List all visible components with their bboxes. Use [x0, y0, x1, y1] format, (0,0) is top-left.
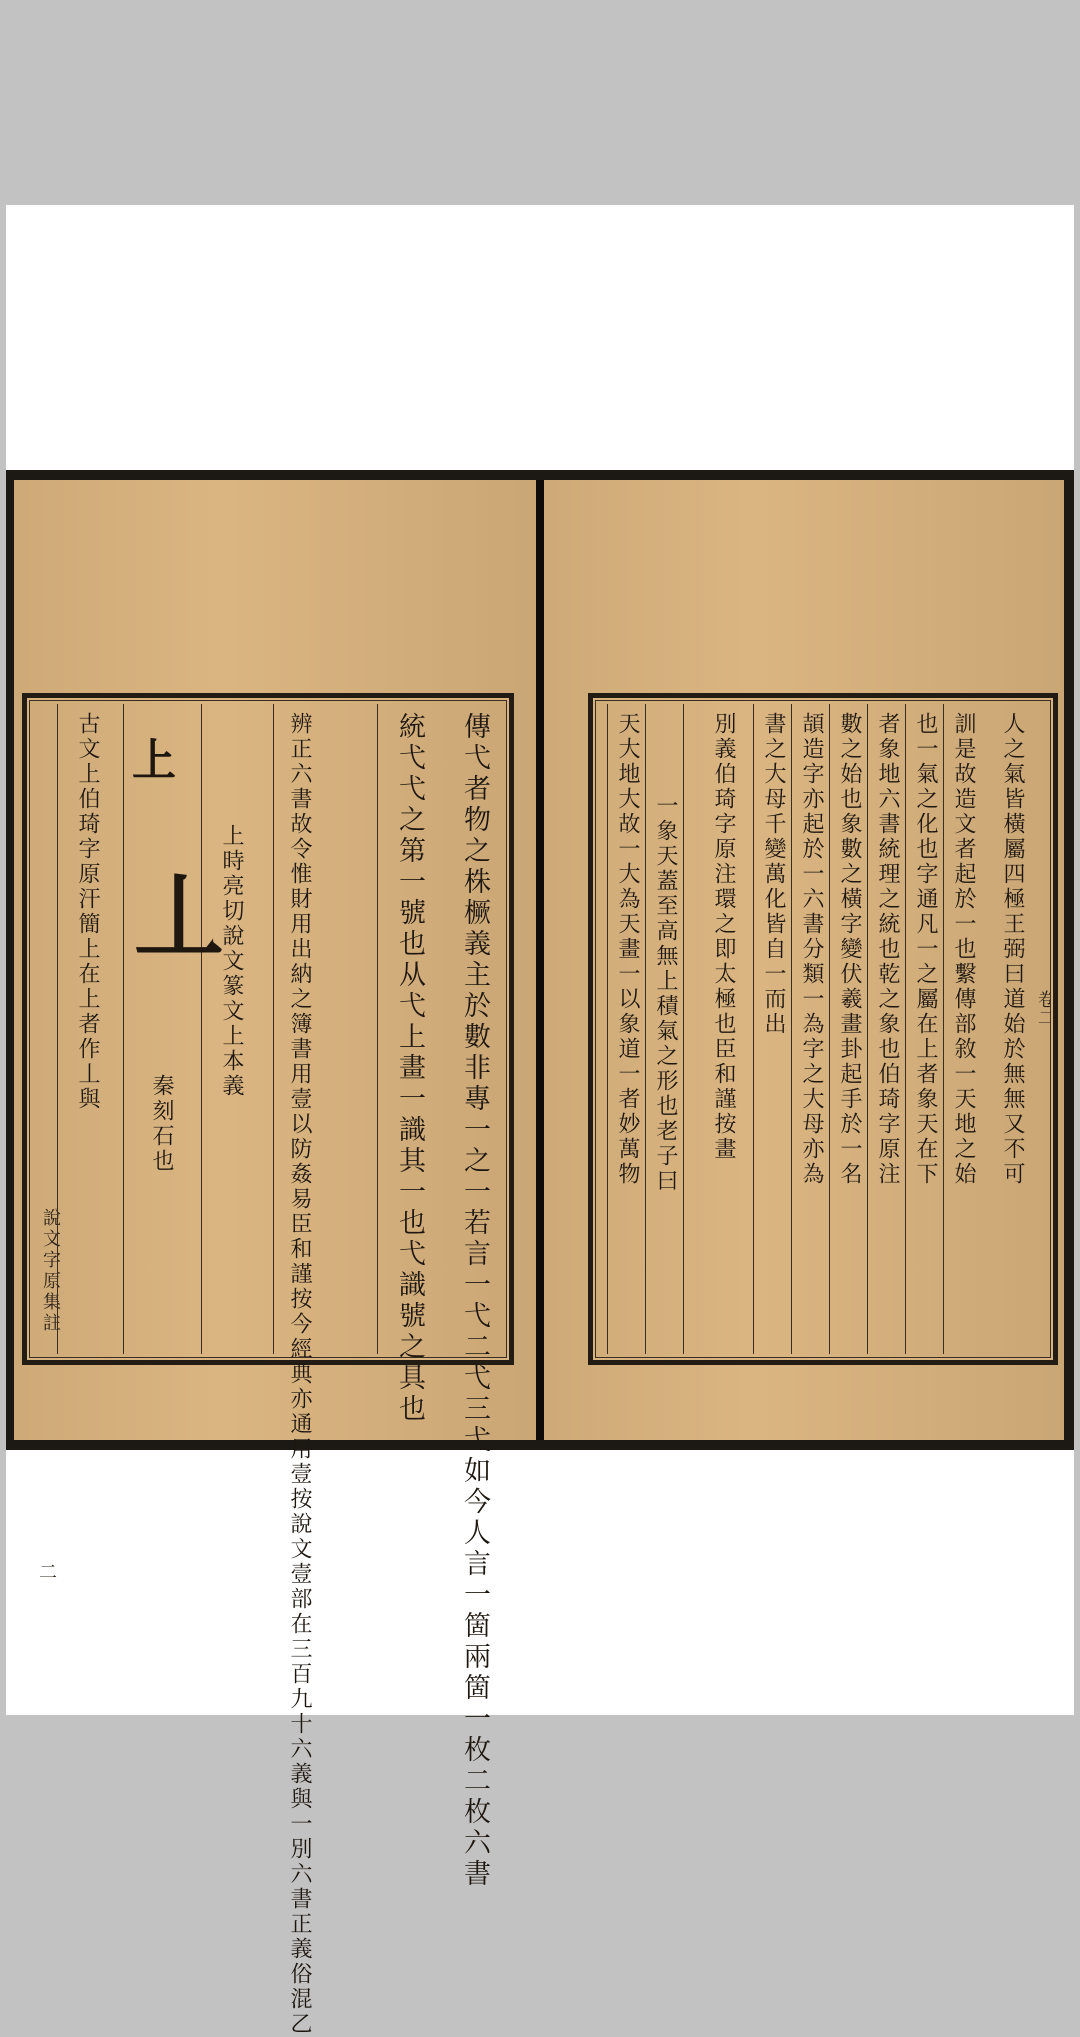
right-col-1-text: 人之氣皆橫屬四極王弼曰道始於無無又不可 — [1000, 712, 1025, 1187]
right-col-5-text: 數之始也象數之橫字變伏羲畫卦起手於一名 — [837, 712, 862, 1187]
glyph-shang-large: 上 — [132, 735, 176, 786]
left-col-6 — [57, 704, 123, 1354]
left-col-2 — [377, 704, 447, 1425]
right-col-4-text: 者象地六書統理之統也乾之象也伯琦字原注 — [875, 712, 900, 1187]
right-col-2-text: 訓是故造文者起於一也繫傳部敘一天地之始 — [951, 712, 976, 1187]
left-col-3-text: 辨正六書故令惟財用出納之簿書用壹以防姦易臣和謹按今經典亦通用壹按說文壹部在三百九十六義與一別六書正義俗混乙 — [287, 712, 312, 2037]
right-col-4 — [867, 704, 905, 1354]
right-col-1 — [981, 704, 1053, 1354]
right-col-2 — [943, 704, 981, 1354]
left-col-2-text: 統弋弋之第一號也从弋上畫一識其一也弋識號之具也 — [394, 712, 425, 1425]
left-text-frame — [22, 693, 514, 2037]
right-col-9-text: 一象天蓋至高無上積氣之形也老子曰 — [653, 794, 678, 1194]
glyph-shang-seal: 丄 — [134, 864, 224, 970]
left-margin-title: 說文字原集註 — [40, 1208, 61, 1334]
left-col-5 — [123, 704, 224, 1354]
seal-note: 秦刻石也 — [149, 1074, 174, 1174]
left-col-6-text: 古文上伯琦字原汗簡上在上者作丄與 — [75, 712, 100, 1112]
right-col-7-text: 書之大母千變萬化皆自一而出 — [761, 712, 786, 1037]
right-col-8 — [683, 704, 753, 1354]
right-col-3 — [905, 704, 943, 1354]
left-col-7 — [27, 704, 57, 1354]
book-fold — [536, 480, 544, 1440]
left-col-3 — [273, 704, 377, 2037]
left-col-1 — [447, 704, 509, 1890]
right-col-3-text: 也一氣之化也字通凡一之屬在上者象天在下 — [913, 712, 938, 1187]
left-page — [14, 480, 536, 2037]
right-col-8-text: 別義伯琦字原注環之即太極也臣和謹按畫 — [711, 712, 736, 1162]
right-col-10 — [607, 704, 645, 1354]
right-col-10-text: 天大地大故一大為天畫一以象道一者妙萬物 — [615, 712, 640, 1187]
open-book — [6, 470, 1074, 2037]
left-margin-page-number: 二 — [39, 1562, 57, 1583]
right-col-9 — [645, 704, 683, 1354]
left-col-4 — [201, 704, 273, 1354]
right-col-5 — [829, 704, 867, 1354]
right-page — [544, 480, 1064, 1440]
right-margin-volume: 卷二 — [1035, 990, 1056, 1026]
right-text-frame — [588, 693, 1058, 1365]
left-col-4-text: 上時亮切說文篆文上本義 — [219, 824, 244, 1099]
right-col-6-text: 頡造字亦起於一六書分類一為字之大母亦為 — [799, 712, 824, 1187]
left-col-1-text: 傳弋者物之株橛義主於數非專一之一若言一弋二弋三弋如今人言一箇兩箇一枚二枚六書 — [459, 712, 490, 1890]
right-col-11 — [593, 704, 607, 1354]
right-col-6 — [791, 704, 829, 1354]
right-col-7 — [753, 704, 791, 1354]
